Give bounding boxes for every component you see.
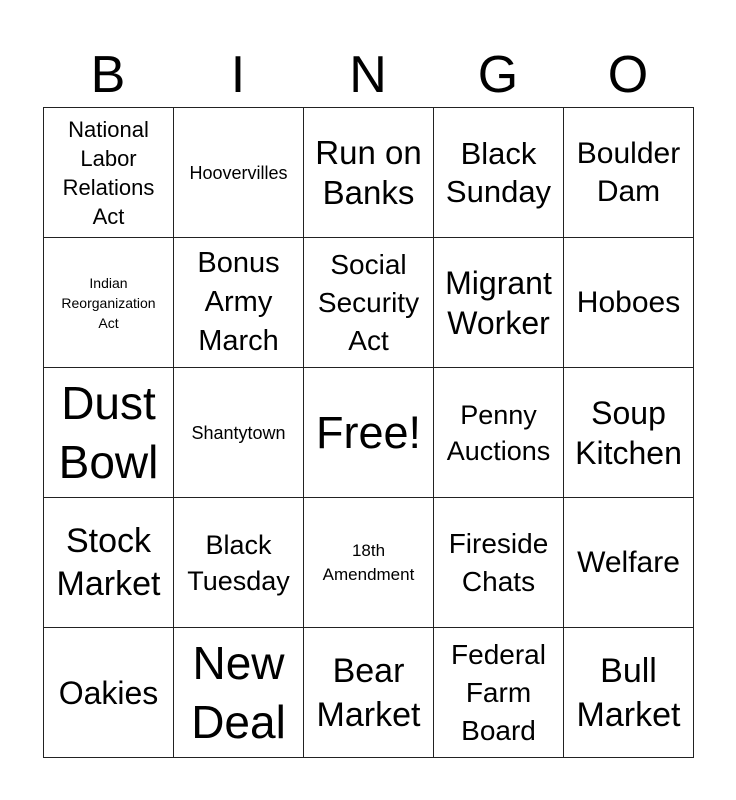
cell-text: Bear Market: [316, 651, 421, 734]
bingo-cell: [44, 368, 174, 498]
bingo-cell: [44, 498, 174, 628]
cell-text: Welfare: [577, 545, 680, 579]
cell-text: Oakies: [58, 674, 159, 711]
bingo-cell: [174, 498, 304, 628]
bingo-cell: [304, 498, 434, 628]
bingo-cell: [564, 498, 694, 628]
cell-text: Fireside Chats: [448, 527, 549, 597]
bingo-cell: [564, 628, 694, 758]
bingo-cell: [304, 108, 434, 238]
bingo-cell: [434, 108, 564, 238]
header-letter-g: G: [477, 46, 519, 104]
header-letter-o: O: [607, 46, 649, 104]
bingo-cell: [304, 628, 434, 758]
grid-row: [44, 498, 694, 628]
cell-text: 18th Amendment: [322, 540, 415, 584]
bingo-cell: [44, 628, 174, 758]
bingo-cell: [434, 368, 564, 498]
bingo-grid: [43, 107, 694, 758]
cell-text: Social Security Act: [317, 248, 420, 356]
free-space-cell: [304, 368, 434, 498]
cell-text: Soup Kitchen: [575, 394, 682, 471]
bingo-cell: [564, 108, 694, 238]
free-space-text: Free!: [315, 406, 422, 458]
bingo-cell: [434, 238, 564, 368]
cell-text: Indian Reorganization Act: [61, 274, 156, 331]
cell-text: Black Sunday: [445, 135, 552, 209]
cell-text: Boulder Dam: [576, 136, 681, 208]
cell-text: Migrant Worker: [445, 264, 552, 341]
grid-row: [44, 628, 694, 758]
cell-text: Black Tuesday: [187, 529, 290, 596]
header-letter-n: N: [349, 46, 387, 104]
header-letter-b: B: [90, 46, 126, 104]
cell-text: Hoboes: [576, 285, 681, 319]
bingo-cell: [174, 108, 304, 238]
bingo-cell: [174, 628, 304, 758]
cell-text: Bull Market: [576, 651, 681, 734]
bingo-cell: [434, 628, 564, 758]
cell-text: New Deal: [191, 636, 286, 748]
grid-row: [44, 108, 694, 238]
cell-text: Penny Auctions: [446, 399, 551, 466]
cell-text: Shantytown: [191, 422, 286, 443]
grid-row: [44, 238, 694, 368]
bingo-cell: [564, 368, 694, 498]
cell-text: Bonus Army March: [197, 247, 280, 357]
bingo-cell: [44, 238, 174, 368]
bingo-cell: [304, 238, 434, 368]
bingo-cell: [564, 238, 694, 368]
cell-text: Dust Bowl: [58, 376, 159, 488]
bingo-cell: [44, 108, 174, 238]
cell-text: Run on Banks: [315, 133, 422, 211]
cell-text: Federal Farm Board: [451, 638, 546, 746]
bingo-cell: [174, 238, 304, 368]
cell-text: Stock Market: [56, 521, 161, 603]
grid-row: [44, 368, 694, 498]
cell-text: Hoovervilles: [189, 162, 288, 183]
bingo-cell: [434, 498, 564, 628]
cell-text: National Labor Relations Act: [62, 116, 155, 229]
header-letter-i: I: [230, 46, 246, 104]
bingo-cell: [174, 368, 304, 498]
bingo-header: [43, 46, 693, 104]
